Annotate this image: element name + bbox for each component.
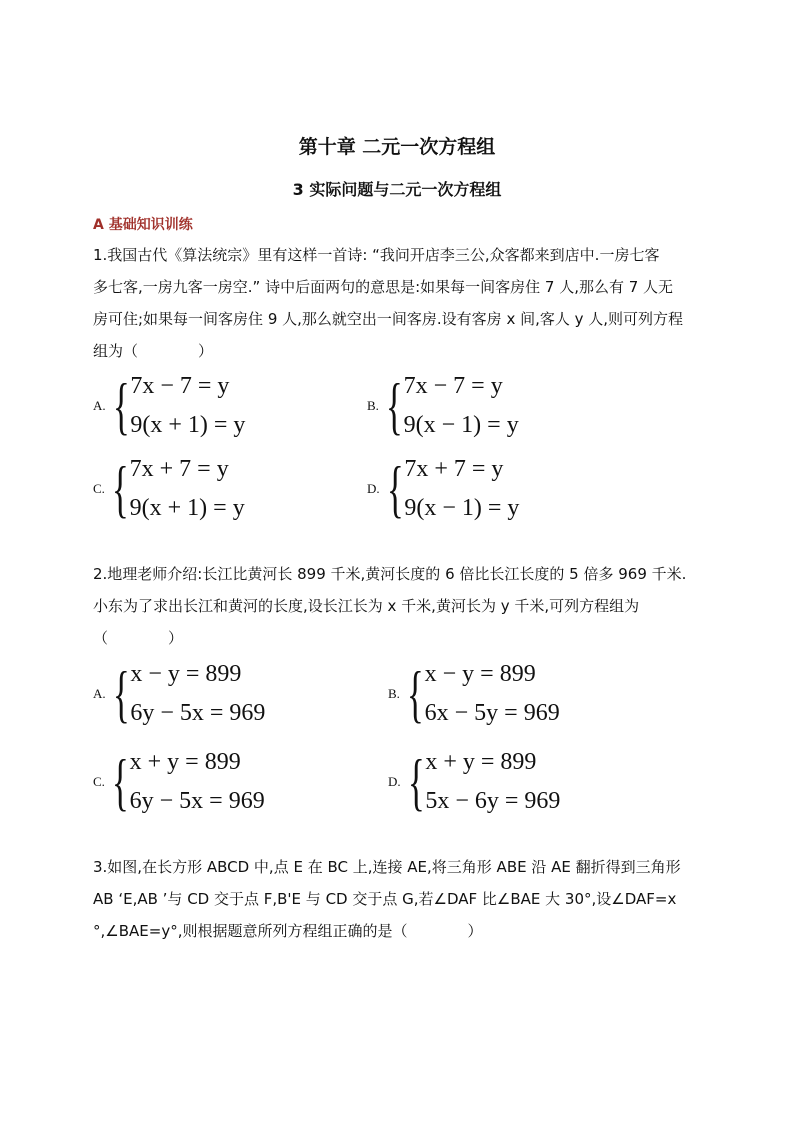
option-label: B. bbox=[388, 686, 400, 701]
equation: x + y = 899 bbox=[129, 749, 241, 775]
q1-option-d[interactable] bbox=[367, 450, 519, 528]
equation: 9(x − 1) = y bbox=[404, 495, 520, 521]
equation: 6y − 5x = 969 bbox=[130, 700, 266, 726]
q2-option-d[interactable] bbox=[388, 743, 560, 821]
q1-option-a[interactable] bbox=[93, 367, 245, 445]
q1-text-line: 房可住;如果每一间客房住 9 人,那么就空出一间客房.设有客房 x 间,客人 y 人,则可列方程 bbox=[93, 310, 684, 328]
equation: 9(x + 1) = y bbox=[129, 495, 245, 521]
q3-text-line: 3.如图,在长方形 ABCD 中,点 E 在 BC 上,连接 AE,将三角形 ABE 沿 AE 翻折得到三角形 bbox=[93, 858, 681, 876]
equation: x − y = 899 bbox=[424, 661, 536, 687]
q1-option-c[interactable] bbox=[93, 450, 245, 528]
equation: 5x − 6y = 969 bbox=[425, 788, 561, 814]
brace-icon: { bbox=[112, 658, 130, 729]
equation: 7x + 7 = y bbox=[404, 456, 504, 482]
q3-text-line: AB ‘E,AB ’与 CD 交于点 F,B'E 与 CD 交于点 G,若∠DAF 比∠BAE 大 30°,设∠DAF=x bbox=[93, 890, 677, 908]
equation: 6x − 5y = 969 bbox=[424, 700, 560, 726]
exercise-section-heading: A 基础知识训练 bbox=[93, 217, 193, 233]
equation: 7x − 7 = y bbox=[130, 373, 230, 399]
q3-text-line: °,∠BAE=y°,则根据题意所列方程组正确的是（ ） bbox=[93, 922, 483, 940]
brace-icon: { bbox=[407, 746, 425, 817]
equation: x − y = 899 bbox=[130, 661, 242, 687]
option-label: A. bbox=[93, 686, 106, 701]
q2-text-line: （ ） bbox=[93, 629, 184, 647]
equation: 6y − 5x = 969 bbox=[129, 788, 265, 814]
q2-text-line: 小东为了求出长江和黄河的长度,设长江长为 x 千米,黄河长为 y 千米,可列方程组为 bbox=[93, 597, 640, 615]
chapter-title: 第十章 二元一次方程组 bbox=[298, 136, 496, 158]
q1-text-line: 1.我国古代《算法统宗》里有这样一首诗: “我问开店李三公,众客都来到店中.一房七客 bbox=[93, 246, 660, 264]
q1-text-line: 多七客,一房九客一房空.” 诗中后面两句的意思是:如果每一间客房住 7 人,那么有 7 人无 bbox=[93, 278, 674, 296]
q2-option-a[interactable] bbox=[93, 655, 265, 733]
equation: 9(x − 1) = y bbox=[403, 412, 519, 438]
brace-icon: { bbox=[111, 453, 129, 524]
option-label: C. bbox=[93, 481, 105, 496]
q2-option-c[interactable] bbox=[93, 743, 265, 821]
option-label: A. bbox=[93, 398, 106, 413]
brace-icon: { bbox=[112, 370, 130, 441]
q2-option-b[interactable] bbox=[388, 655, 560, 733]
equation: 9(x + 1) = y bbox=[130, 412, 246, 438]
brace-icon: { bbox=[111, 746, 129, 817]
section-title: 3 实际问题与二元一次方程组 bbox=[292, 180, 502, 199]
brace-icon: { bbox=[386, 453, 404, 524]
option-label: D. bbox=[388, 774, 401, 789]
brace-icon: { bbox=[385, 370, 403, 441]
option-label: C. bbox=[93, 774, 105, 789]
equation: 7x + 7 = y bbox=[129, 456, 229, 482]
q2-text-line: 2.地理老师介绍:长江比黄河长 899 千米,黄河长度的 6 倍比长江长度的 5 倍多 969 千米. bbox=[93, 565, 687, 583]
q1-option-b[interactable] bbox=[367, 367, 519, 445]
option-label: B. bbox=[367, 398, 379, 413]
brace-icon: { bbox=[406, 658, 424, 729]
equation: x + y = 899 bbox=[425, 749, 537, 775]
q1-text-line: 组为（ ） bbox=[93, 342, 214, 360]
option-label: D. bbox=[367, 481, 380, 496]
equation: 7x − 7 = y bbox=[403, 373, 503, 399]
